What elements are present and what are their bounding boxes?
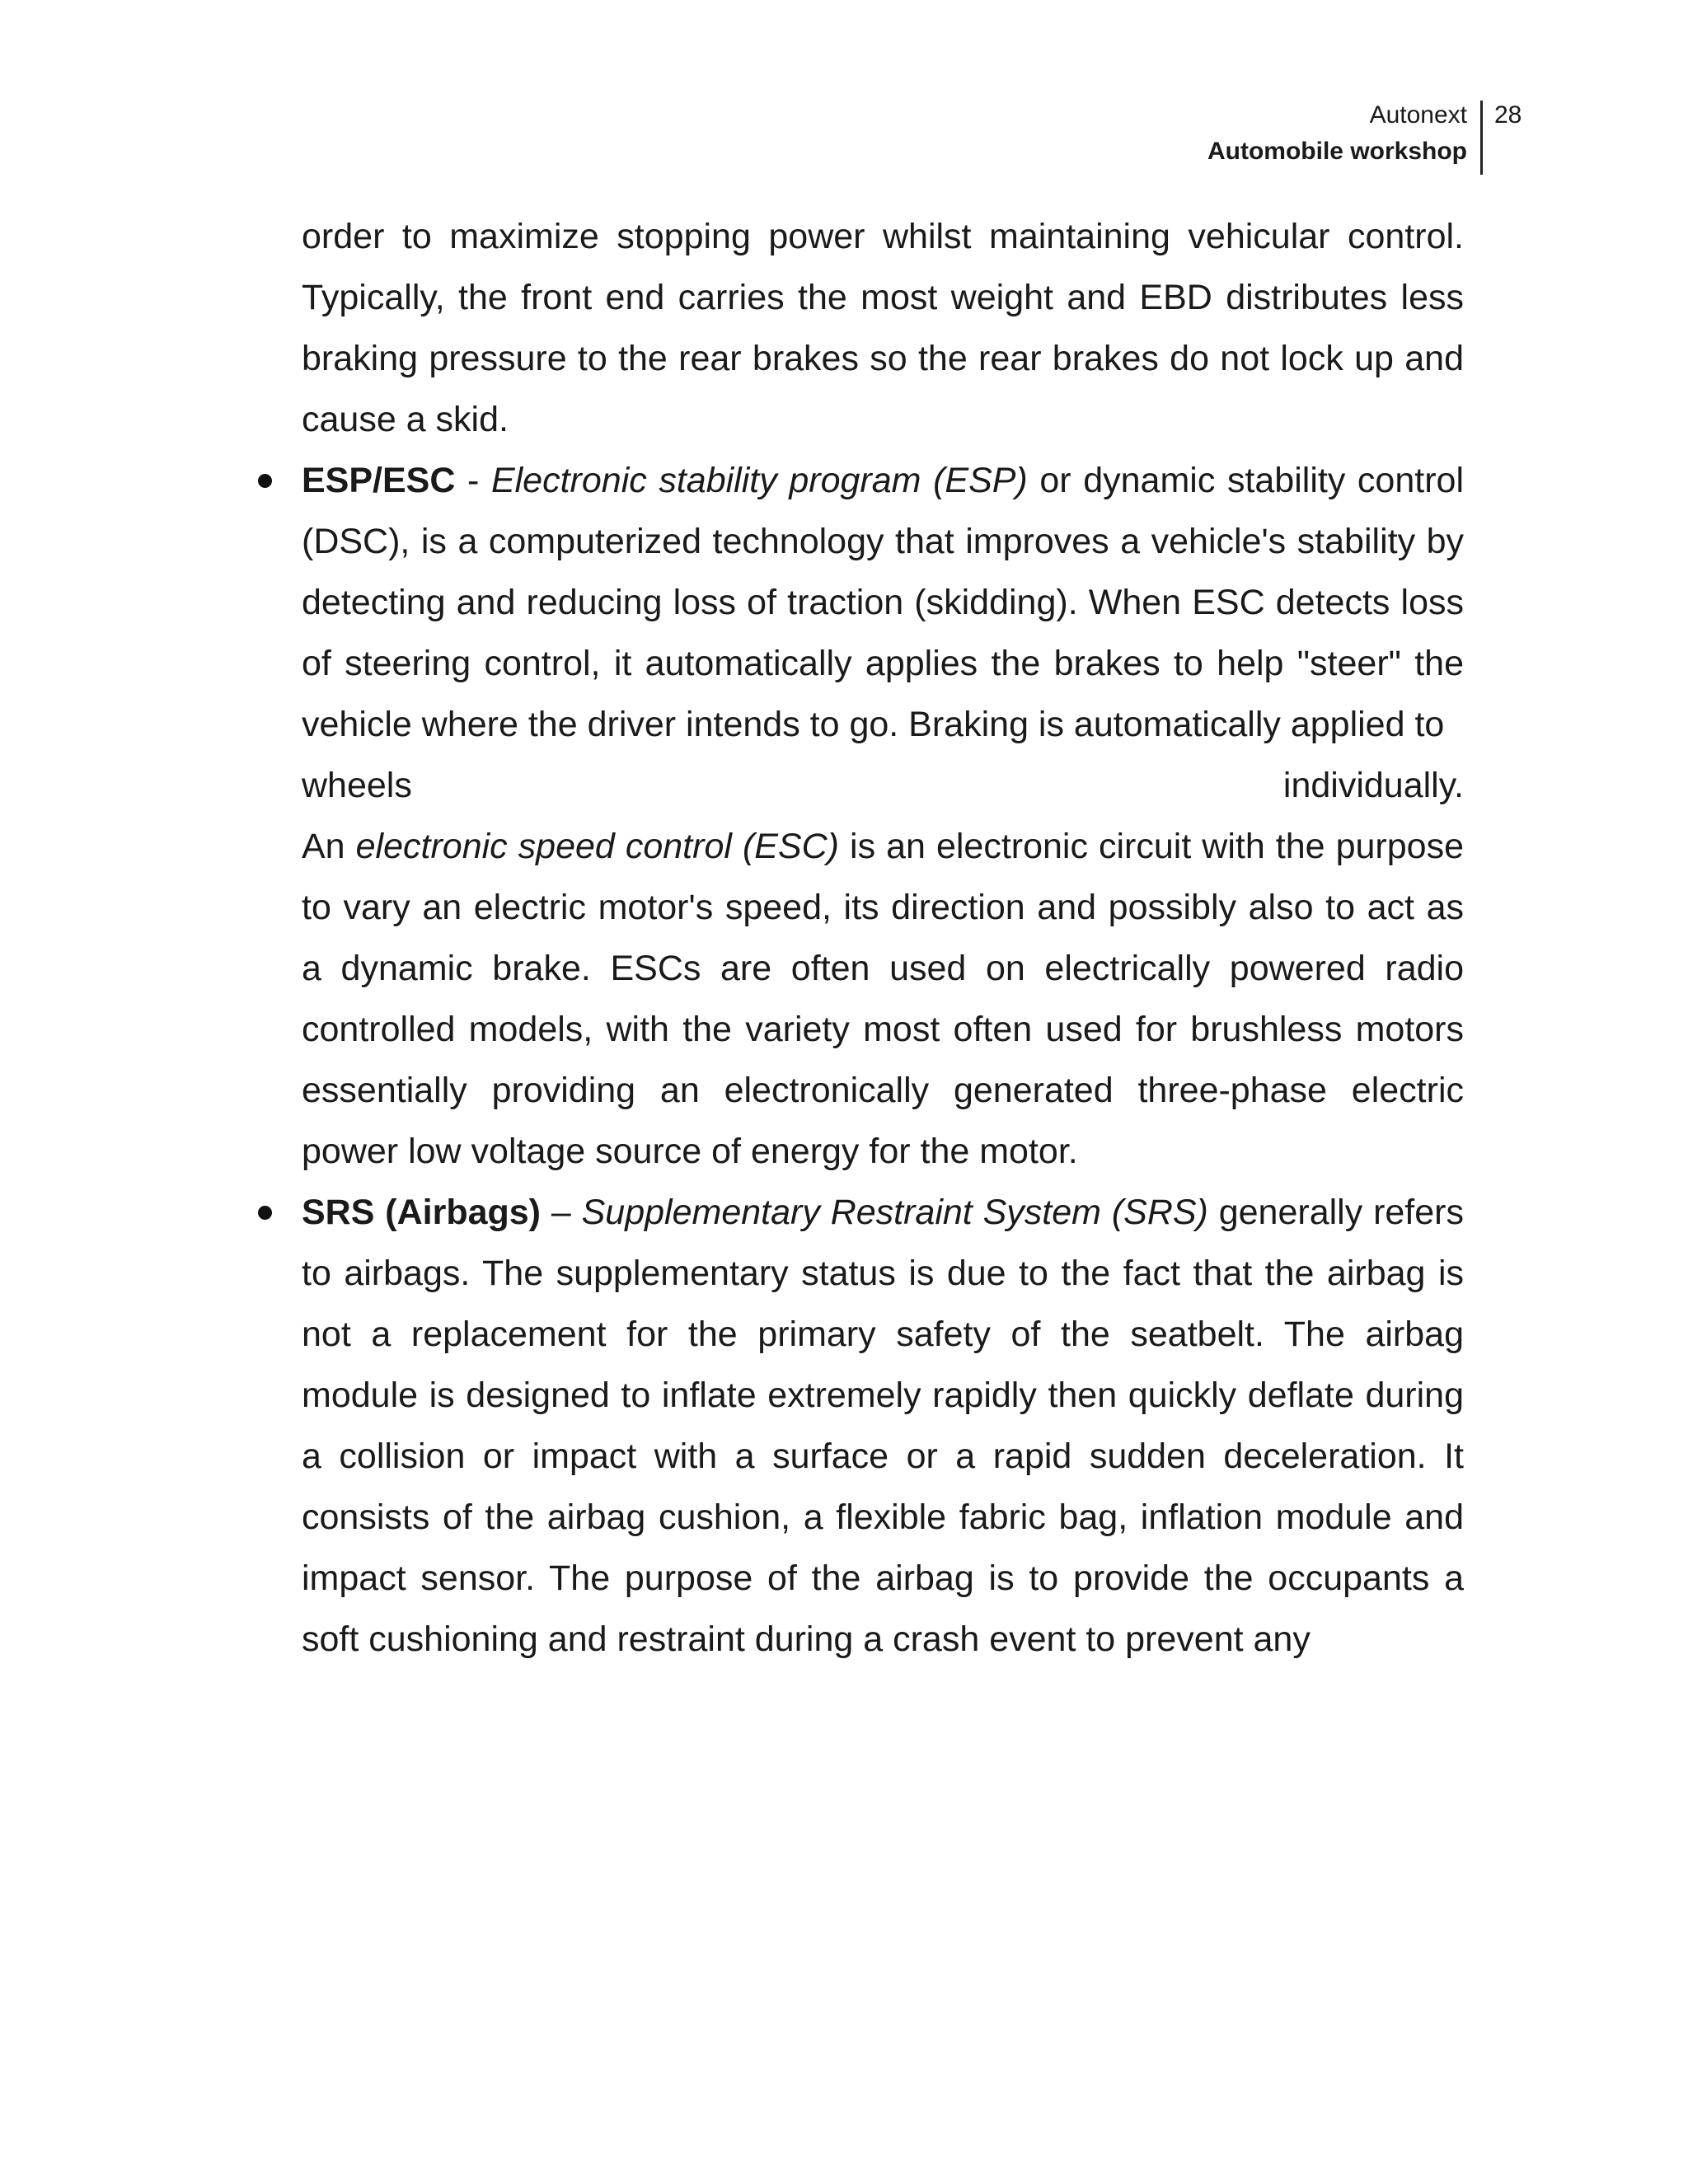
page-body [0,206,1688,1670]
esc-lead: An [302,827,356,866]
esp-term: ESP/ESC [302,461,456,500]
srs-separator: – [541,1193,582,1232]
srs-description: generally refers to airbags. The supplementary status is due to the fact that the airbag is not a replacement for the primary safety of the seatbelt. The airbag module is designed to inflate extremely rapidly then quickly deflate during a collision or impact with a surface or a rapid sudden deceleration. It consists of the airbag cushion, a flexible fabric bag, inflation module and impact sensor. The purpose of the airbag is to provide the occupants a soft cushioning and restraint during a crash event to prevent any [302,1193,1464,1659]
header-divider [1480,101,1483,175]
esp-italic-name: Electronic stability program (ESP) [490,461,1028,500]
header-subtitle: Automobile workshop [1207,138,1467,165]
header-title: Autonext [1369,101,1467,129]
esp-split-line [302,755,1464,816]
esc-italic-name: electronic speed control (ESC) [355,827,839,866]
esp-paragraph [302,450,1464,755]
page-number: 28 [1494,101,1522,129]
intro-paragraph: order to maximize stopping power whilst maintaining vehicular control. Typically, the front end carries the most weight and EBD distributes less braking pressure to the rear brakes so the rear brakes do not lock up and cause a skid. [302,217,1464,439]
esp-description: or dynamic stability control (DSC), is a computerized technology that improves a vehicle's stability by detecting and reducing loss of traction (skidding). When ESC detects loss of steering control, it automatically applies the brakes to help "steer" the vehicle where the driver intends to go. Braking is automatically applied to [302,461,1464,744]
esp-split-left: wheels [302,766,412,805]
esc-paragraph [302,816,1464,1182]
list-item-esp [0,450,1688,1182]
running-header [1207,97,1467,170]
srs-italic-name: Supplementary Restraint System (SRS) [581,1193,1208,1232]
bullet-icon [258,1206,272,1220]
esp-separator: - [455,461,491,500]
list-item-srs [0,1182,1688,1670]
srs-term: SRS (Airbags) [302,1193,541,1232]
esc-description: is an electronic circuit with the purpose to vary an electric motor's speed, its direction and possibly also to act as a dynamic brake. ESCs are often used on electrically powered radio controlled models, with the variety most often used for brushless motors essentially providing an electronically generated three-phase electric power low voltage source of energy for the motor. [302,827,1464,1171]
srs-paragraph [302,1182,1464,1670]
esp-split-right: individually. [1282,766,1464,805]
page-header [0,97,1688,180]
bullet-icon [258,474,272,488]
